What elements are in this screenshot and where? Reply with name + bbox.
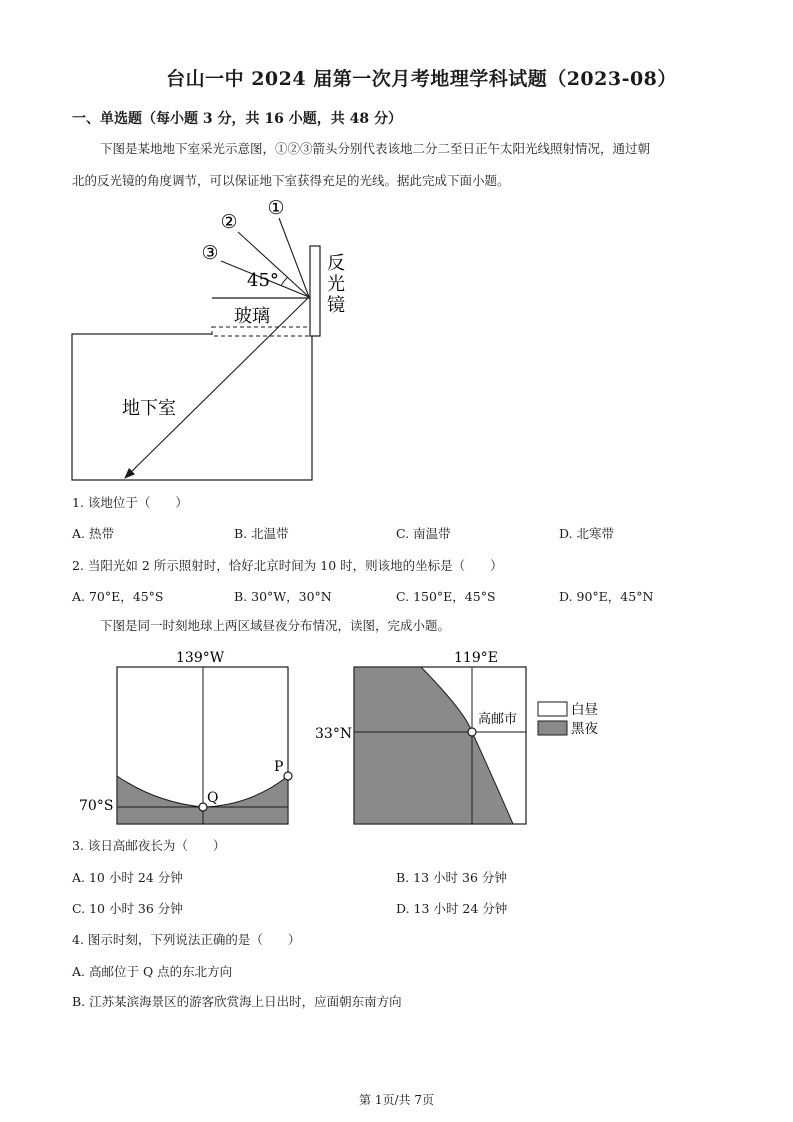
basement-outline: [72, 334, 312, 480]
mirror-label-char1: 反: [327, 253, 345, 274]
question-2-stem: 2. 当阳光如 2 所示照射时，恰好北京时间为 10 时，则该地的坐标是（ ）: [72, 558, 503, 573]
mirror: [310, 246, 320, 336]
question-2-option-a[interactable]: A. 70°E，45°S: [72, 589, 164, 604]
legend-day-swatch: [538, 702, 567, 716]
left-map-latitude-label: 70°S: [79, 798, 114, 814]
legend-day-label: 白昼: [571, 702, 598, 718]
left-map-longitude-label: 139°W: [176, 650, 225, 666]
question-4-stem: 4. 图示时刻，下列说法正确的是（ ）: [72, 932, 301, 947]
page-footer: 第 1页/共 7页: [359, 1093, 434, 1107]
legend-night-label: 黑夜: [571, 721, 598, 737]
mirror-label-char3: 镜: [327, 295, 345, 316]
point-p-label: P: [274, 759, 284, 775]
right-map-longitude-label: 119°E: [454, 650, 498, 666]
right-map-latitude-label: 33°N: [315, 726, 353, 742]
legend-night-swatch: [538, 721, 567, 735]
question-4-option-a[interactable]: A. 高邮位于 Q 点的东北方向: [72, 964, 233, 979]
point-q-marker: [199, 803, 207, 811]
question-2-option-d[interactable]: D. 90°E，45°N: [559, 589, 654, 604]
glass-label: 玻璃: [234, 306, 270, 327]
sun-ray-1: [279, 218, 309, 297]
question-3-option-b[interactable]: B. 13 小时 36 分钟: [396, 870, 507, 885]
gaoyou-marker: [468, 728, 476, 736]
question-1-stem: 1. 该地位于（ ）: [72, 495, 188, 510]
intro-paragraph-line2: 北的反光镜的角度调节，可以保证地下室获得充足的光线。据此完成下面小题。: [72, 173, 510, 188]
angle-arc: [281, 277, 288, 286]
ray-label-3: ③: [201, 242, 219, 264]
basement-label: 地下室: [122, 398, 176, 419]
point-p-marker: [284, 772, 292, 780]
intro-paragraph-2: 下图是同一时刻地球上两区域昼夜分布情况，读图，完成小题。: [100, 618, 451, 633]
gaoyou-label: 高邮市: [478, 712, 518, 727]
reflected-ray: [125, 297, 309, 478]
question-2-option-c[interactable]: C. 150°E，45°S: [396, 589, 496, 604]
point-q-label: Q: [207, 790, 219, 806]
question-3-stem: 3. 该日高邮夜长为（ ）: [72, 838, 226, 853]
question-1-option-b[interactable]: B. 北温带: [234, 526, 289, 541]
intro-paragraph-line1: 下图是某地地下室采光示意图，①②③箭头分别代表该地二分二至日正午太阳光线照射情况，通过朝: [100, 141, 651, 156]
question-4-option-b[interactable]: B. 江苏某滨海景区的游客欣赏海上日出时，应面朝东南方向: [72, 994, 402, 1009]
question-1-option-d[interactable]: D. 北寒带: [559, 526, 615, 541]
question-3-option-c[interactable]: C. 10 小时 36 分钟: [72, 901, 183, 916]
section-heading: 一、单选题（每小题 3 分，共 16 小题，共 48 分）: [72, 111, 402, 127]
mirror-label-char2: 光: [327, 274, 345, 295]
ray-label-1: ①: [267, 197, 285, 219]
question-3-option-a[interactable]: A. 10 小时 24 分钟: [72, 870, 183, 885]
page-title: 台山一中 2024 届第一次月考地理学科试题（2023-08）: [166, 68, 677, 90]
question-3-option-d[interactable]: D. 13 小时 24 分钟: [396, 901, 508, 916]
ray-label-2: ②: [220, 211, 238, 233]
day-night-maps: [0, 640, 793, 830]
question-2-option-b[interactable]: B. 30°W，30°N: [234, 589, 332, 604]
basement-lighting-diagram: [0, 0, 793, 490]
question-1-option-a[interactable]: A. 热带: [72, 526, 114, 541]
question-1-option-c[interactable]: C. 南温带: [396, 526, 451, 541]
angle-label: 45°: [247, 270, 279, 291]
